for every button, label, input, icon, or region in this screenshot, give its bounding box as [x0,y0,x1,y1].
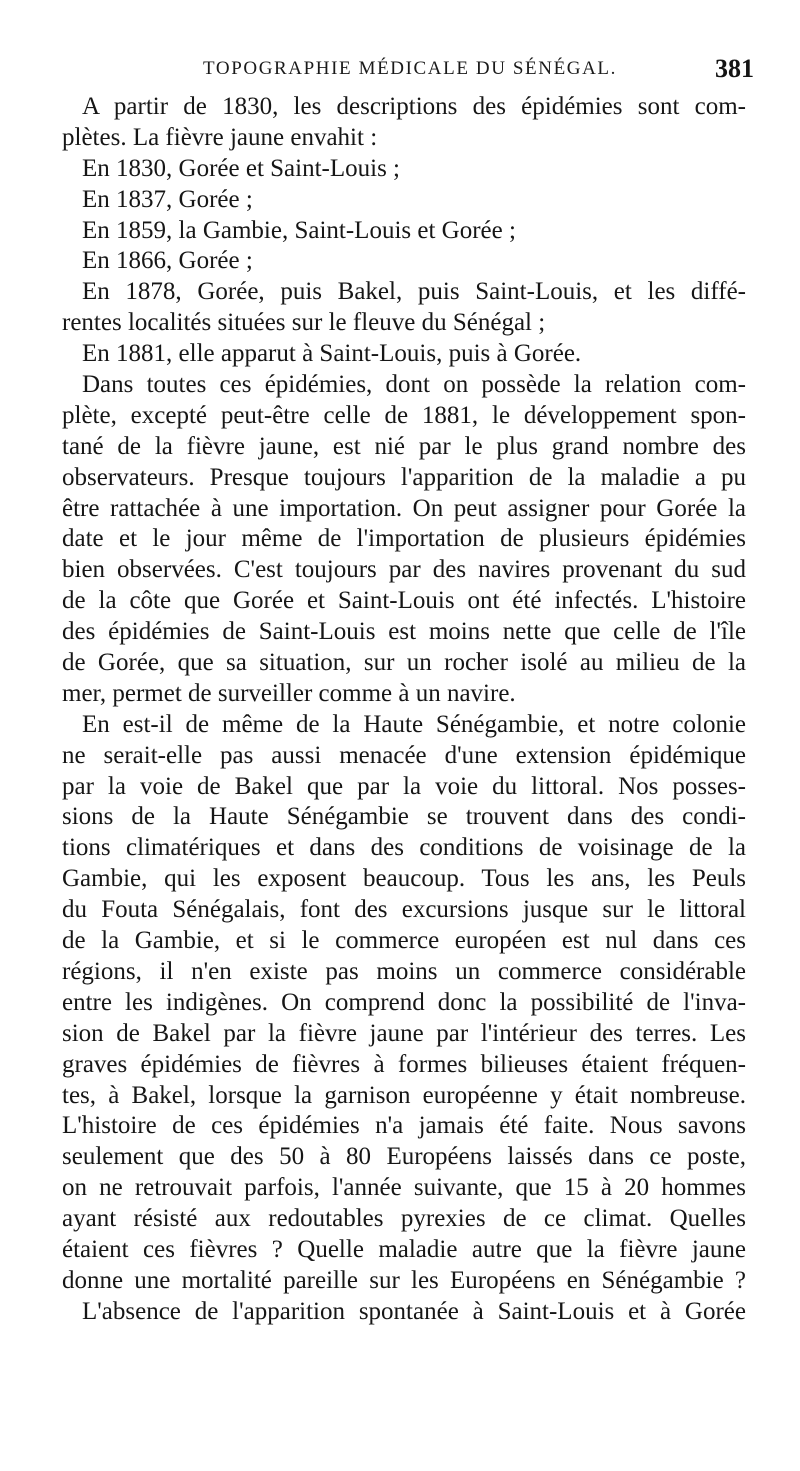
text-line: des épidémies de Saint-Louis est moins nette que celle de l'île [62,618,746,646]
page-number: 381 [715,54,754,83]
text-line: L'histoire de ces épidémies n'a jamais été faite. Nous savons [62,1112,746,1140]
text-line: bien observées. C'est toujours par des navires provenant du sud [62,556,746,584]
text-line: observateurs. Presque toujours l'apparition de la maladie a pu [62,463,746,491]
text-line: En 1878, Gorée, puis Bakel, puis Saint-Louis, et les diffé- [82,278,746,306]
text-line: En est-il de même de la Haute Sénégambie, et notre colonie [82,710,746,738]
text-line: être rattachée à une importation. On peut assigner pour Gorée la [62,494,746,522]
text-line: Gambie, qui les exposent beaucoup. Tous les ans, les Peuls [62,865,746,893]
text-line: entre les indigènes. On comprend donc la possibilité de l'inva- [62,988,746,1016]
text-line: rentes localités situées sur le fleuve du Sénégal ; [62,309,546,337]
text-line: on ne retrouvait parfois, l'année suivante, que 15 à 20 hommes [62,1174,746,1202]
text-line: plètes. La fièvre jaune envahit : [62,123,378,151]
text-line: plète, excepté peut-être celle de 1881, le développement spon- [62,401,746,429]
text-line: de la côte que Gorée et Saint-Louis ont été infectés. L'histoire [62,587,746,615]
text-line: En 1830, Gorée et Saint-Louis ; [82,154,400,182]
text-line: ayant résisté aux redoutables pyrexies de ce climat. Quelles [62,1205,746,1233]
text-line: tes, à Bakel, lorsque la garnison européenne y était nombreuse. [62,1081,746,1109]
text-line: de Gorée, que sa situation, sur un rocher isolé au milieu de la [62,649,746,677]
text-line: seulement que des 50 à 80 Européens laissés dans ce poste, [62,1143,746,1171]
text-line: ne serait-elle pas aussi menacée d'une extension épidémique [62,741,746,769]
running-head [60,54,760,90]
text-line: En 1866, Gorée ; [82,247,253,275]
running-title: TOPOGRAPHIE MÉDICALE DU SÉNÉGAL. [203,58,617,79]
text-line: sion de Bakel par la fièvre jaune par l'intérieur des terres. Les [62,1019,746,1047]
text-line: A partir de 1830, les descriptions des épidémies sont com- [82,93,746,120]
text-line: graves épidémies de fièvres à formes bilieuses étaient fréquen- [62,1050,746,1078]
text-line: mer, permet de surveiller comme à un navire. [62,679,516,707]
text-line: Dans toutes ces épidémies, dont on possède la relation com- [82,371,746,399]
text-line: tions climatériques et dans des conditions de voisinage de la [62,834,746,862]
text-line: par la voie de Bakel que par la voie du littoral. Nos posses- [62,772,746,800]
text-line: L'absence de l'apparition spontanée à Saint-Louis et à Gorée [82,1297,746,1325]
text-line: En 1837, Gorée ; [82,185,253,213]
text-line: donne une mortalité pareille sur les Européens en Sénégambie ? [62,1266,746,1294]
text-line: tané de la fièvre jaune, est nié par le plus grand nombre des [62,432,746,460]
body-text [62,92,746,1328]
text-line: étaient ces fièvres ? Quelle maladie autre que la fièvre jaune [62,1235,746,1263]
text-line: En 1881, elle apparut à Saint-Louis, puis à Gorée. [82,340,582,368]
text-line: En 1859, la Gambie, Saint-Louis et Gorée ; [82,216,516,244]
text-line: sions de la Haute Sénégambie se trouvent dans des condi- [62,803,746,831]
text-line: de la Gambie, et si le commerce européen est nul dans ces [62,927,746,955]
text-line: régions, il n'en existe pas moins un commerce considérable [62,957,746,985]
text-line: date et le jour même de l'importation de plusieurs épidémies [62,525,746,553]
text-line: du Fouta Sénégalais, font des excursions jusque sur le littoral [62,896,746,924]
